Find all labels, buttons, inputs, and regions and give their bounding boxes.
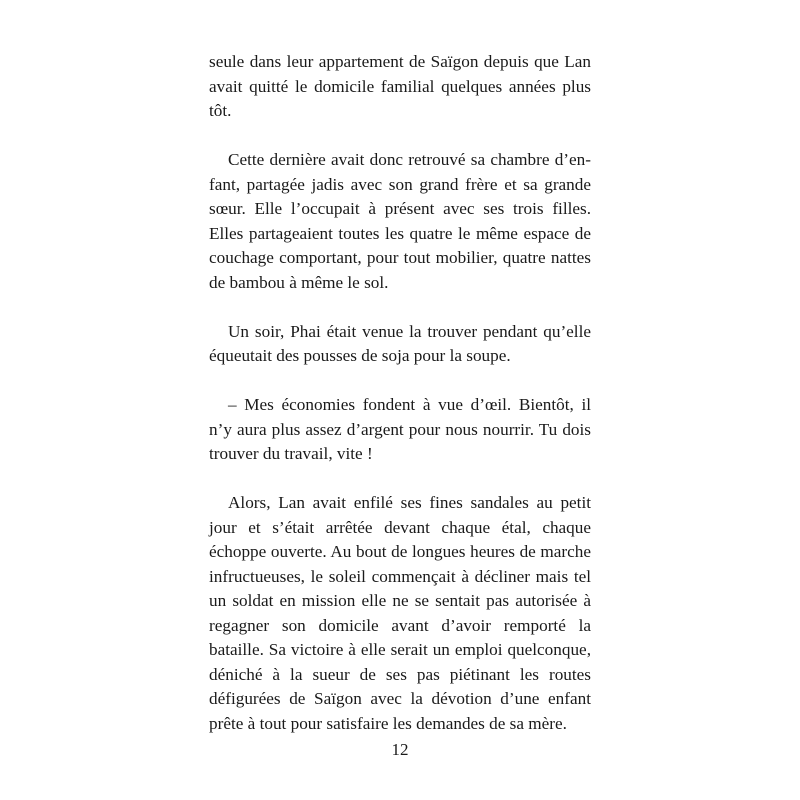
page-number: 12	[391, 740, 409, 759]
paragraph-evening: Un soir, Phai était venue la trouver pendant qu’elle équeutait des pousses de soja pour la soupe.	[209, 321, 591, 365]
paragraph-continuation: seule dans leur appartement de Saïgon depuis que Lan avait quitté le domicile familial quelques années plus tôt.	[209, 52, 591, 120]
paragraph-dialogue: – Mes économies fondent à vue d’œil. Bientôt, il n’y aura plus assez d’argent pour nous nourrir. Tu dois trouver du travail, vite !	[209, 395, 591, 463]
paragraph-search: Alors, Lan avait enfilé ses fines sandales au petit jour et s’était arrêtée devant chaque étal, chaque échoppe ouverte. Au bout de longues heures de marche infructueuses, le soleil commençait à décliner mais tel un soldat en mission elle ne se sentait pas autorisée à regagner son domicile avant d’avoir remporté la bataille. Sa victoire à elle serait un emploi quelconque, déniché à la sueur de ses pas piétinant les routes défigurées de Saïgon avec la dévotion d’une enfant prête à tout pour satisfaire les demandes de sa mère.	[209, 493, 591, 733]
paragraph-bedroom: Cette dernière avait donc retrouvé sa chambre d’enfant, partagée jadis avec son grand frère et sa grande sœur. Elle l’occupait à présent avec ses trois filles. Elles partageaient toutes les quatre le même espace de couchage comportant, pour tout mobilier, quatre nattes de bambou à même le sol.	[209, 150, 591, 292]
body-text	[209, 50, 591, 736]
